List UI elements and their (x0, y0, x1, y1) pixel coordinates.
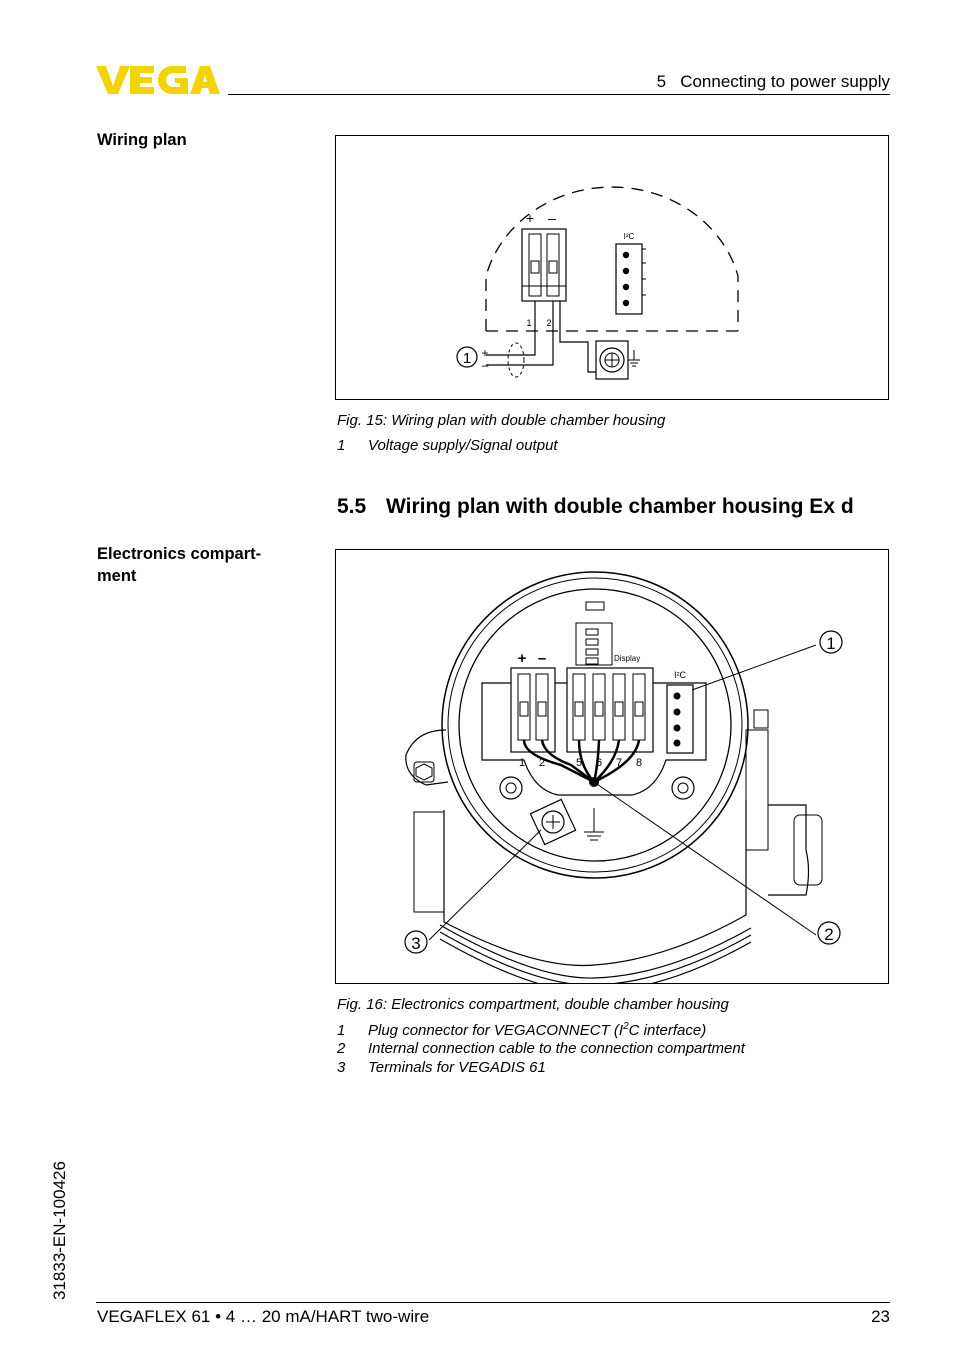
wiring-plan-diagram (336, 136, 888, 399)
vega-logo (96, 64, 220, 96)
legend-text: Plug connector for VEGACONNECT (I (368, 1022, 624, 1039)
legend-number: 1 (337, 1022, 346, 1039)
fig16-callout-3: 3 (411, 934, 421, 953)
fig16-legend-item (337, 1040, 745, 1057)
fig15-terminal-plus: + (525, 210, 535, 226)
section-number: 5.5 (337, 495, 367, 518)
electronics-figure (335, 549, 889, 984)
legend-number: 3 (337, 1059, 346, 1076)
legend-text: Terminals for VEGADIS 61 (368, 1059, 546, 1076)
header-rule (228, 94, 890, 95)
fig15-i2c-label: I²C (623, 232, 635, 241)
fig16-legend-item (337, 1059, 546, 1076)
legend-text: Voltage supply/Signal output (368, 437, 558, 454)
electronics-label-line2: ment (97, 567, 137, 585)
fig16-terminal-2: 2 (538, 757, 546, 769)
fig16-display-label: Display (614, 654, 641, 663)
legend-text: C interface) (628, 1022, 707, 1039)
fig16-terminal-plus: + (517, 650, 527, 667)
fig15-supply-minus: – (481, 358, 489, 372)
electronics-label (97, 543, 261, 587)
document-number: 31833-EN-100426 (50, 1161, 69, 1300)
legend-superscript: 2 (623, 1021, 629, 1032)
footer-product: VEGAFLEX 61 • 4 … 20 mA/HART two-wire (97, 1307, 430, 1326)
fig16-callout-2: 2 (824, 925, 834, 944)
fig16-terminal-minus: – (537, 650, 547, 667)
fig16-terminal-5: 5 (575, 757, 583, 769)
footer-rule (96, 1302, 890, 1303)
fig15-terminal-minus: – (548, 210, 556, 226)
fig15-terminal-2: 2 (546, 318, 552, 328)
electronics-label-line1: Electronics compart- (97, 545, 262, 563)
electronics-diagram (336, 550, 888, 983)
wiring-plan-label: Wiring plan (97, 131, 187, 149)
fig16-caption: Fig. 16: Electronics compartment, double chamber housing (337, 996, 729, 1013)
fig16-legend-item (337, 1021, 706, 1039)
section-reference: 5 Connecting to power supply (656, 72, 890, 91)
fig16-i2c-label: I²C (674, 670, 686, 680)
page-number: 23 (871, 1307, 890, 1326)
wiring-plan-figure (335, 135, 889, 400)
fig16-terminal-8: 8 (635, 757, 643, 769)
legend-text: Internal connection cable to the connection compartment (368, 1040, 745, 1057)
legend-number: 1 (337, 437, 346, 454)
fig16-terminal-1: 1 (518, 757, 526, 769)
fig15-legend-item (337, 437, 558, 454)
fig15-terminal-1: 1 (526, 318, 532, 328)
fig16-terminal-7: 7 (615, 757, 623, 769)
section-title: Wiring plan with double chamber housing Ex d (386, 495, 854, 518)
fig15-caption: Fig. 15: Wiring plan with double chamber housing (337, 412, 666, 429)
fig15-callout-1: 1 (462, 350, 472, 367)
fig15-supply-plus: + (481, 346, 489, 360)
fig16-terminal-6: 6 (595, 757, 603, 769)
legend-number: 2 (337, 1040, 346, 1057)
section-heading (337, 495, 854, 519)
fig16-callout-1: 1 (826, 634, 836, 653)
